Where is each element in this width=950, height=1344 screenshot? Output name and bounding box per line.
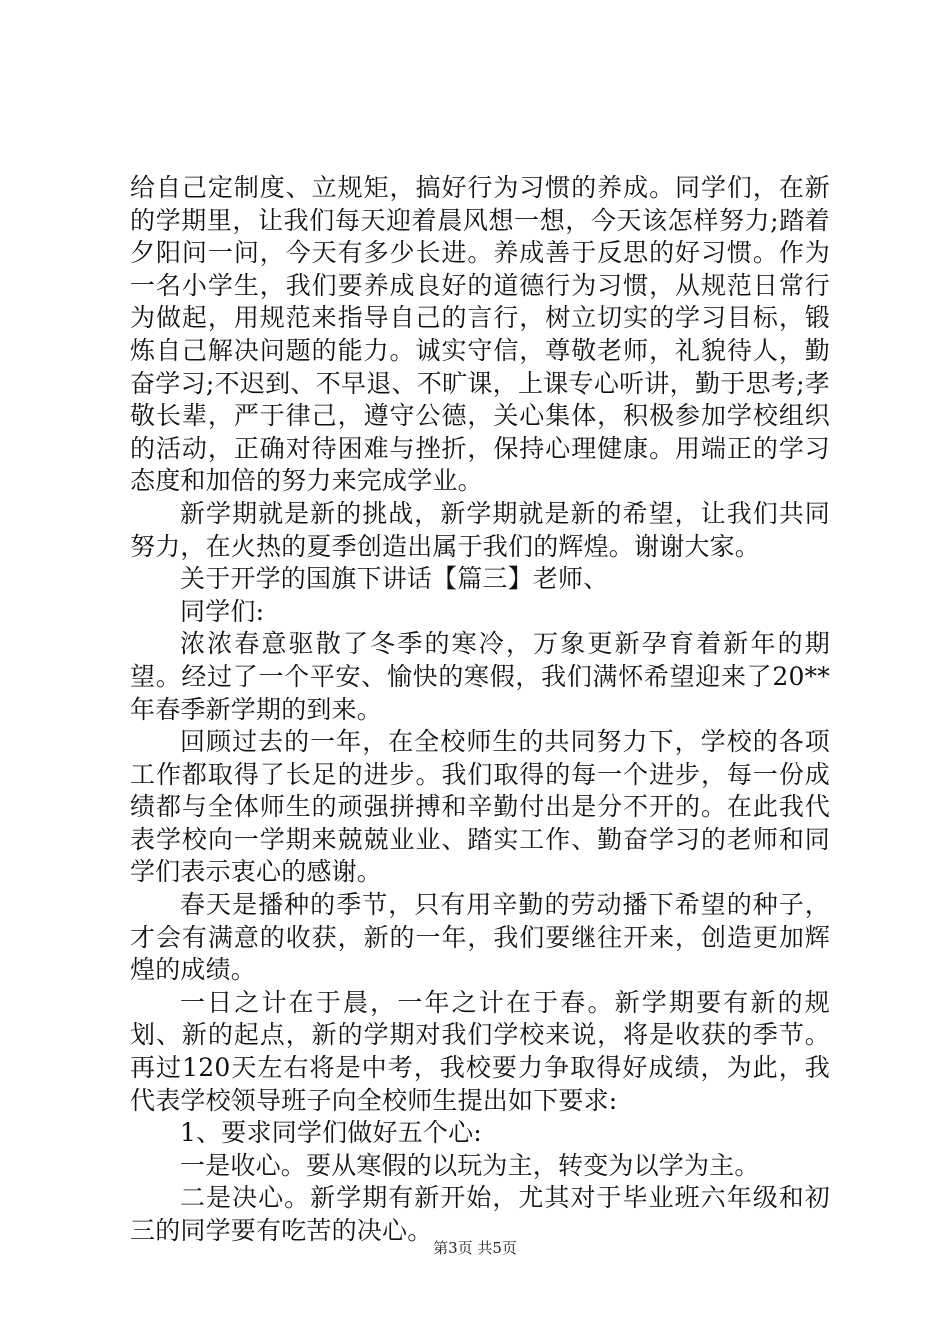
- page-number-footer: 第3页 共5页: [433, 1239, 517, 1257]
- list-item: 一是收心。要从寒假的以玩为主，转变为以学为主。: [180, 1150, 760, 1180]
- list-item: 二是决心。新学期有新开始，尤其对于毕业班六年级和初三的同学要有吃苦的决心。: [130, 1183, 830, 1245]
- section-heading: 关于开学的国旗下讲话【篇三】老师、: [180, 564, 609, 594]
- paragraph: 一日之计在于晨，一年之计在于春。新学期要有新的规划、新的起点，新的学期对我们学校来说，将是收获的季节。再过120天左右将是中考，我校要力争取得好成绩，为此，我代表学校领导班子向全校师生提出如下要求:: [130, 987, 830, 1115]
- paragraph-continuation: 给自己定制度、立规矩，搞好行为习惯的养成。同学们，在新的学期里，让我们每天迎着晨风想一想，今天该怎样努力;踏着夕阳问一问，今天有多少长进。养成善于反思的好习惯。作为一名小学生，我们要养成良好的道德行为习惯，从规范日常行为做起，用规范来指导自己的言行，树立切实的学习目标，锻炼自己解决问题的能力。诚实守信，尊敬老师，礼貌待人，勤奋学习;不迟到、不早退、不旷课，上课专心听讲，勤于思考;孝敬长辈，严于律己，遵守公德，关心集体，积极参加学校组织的活动，正确对待困难与挫折，保持心理健康。用端正的学习态度和加倍的努力来完成学业。: [130, 173, 830, 496]
- salutation: 同学们:: [180, 596, 265, 626]
- paragraph: 春天是播种的季节，只有用辛勤的劳动播下希望的种子，才会有满意的收获，新的一年，我们要继往开来，创造更加辉煌的成绩。: [130, 890, 830, 985]
- document-body: [130, 172, 830, 1248]
- paragraph: 浓浓春意驱散了冬季的寒冷，万象更新孕育着新年的期望。经过了一个平安、愉快的寒假，我们满怀希望迎来了20**年春季新学期的到来。: [130, 629, 830, 724]
- paragraph: 回顾过去的一年，在全校师生的共同努力下，学校的各项工作都取得了长足的进步。我们取得的每一个进步，每一份成绩都与全体师生的顽强拼搏和辛勤付出是分不开的。在此我代表学校向一学期来兢兢业业、踏实工作、勤奋学习的老师和同学们表示衷心的感谢。: [130, 727, 830, 887]
- paragraph: 新学期就是新的挑战，新学期就是新的希望，让我们共同努力，在火热的夏季创造出属于我们的辉煌。谢谢大家。: [130, 498, 830, 561]
- list-heading: 1、要求同学们做好五个心:: [180, 1118, 482, 1148]
